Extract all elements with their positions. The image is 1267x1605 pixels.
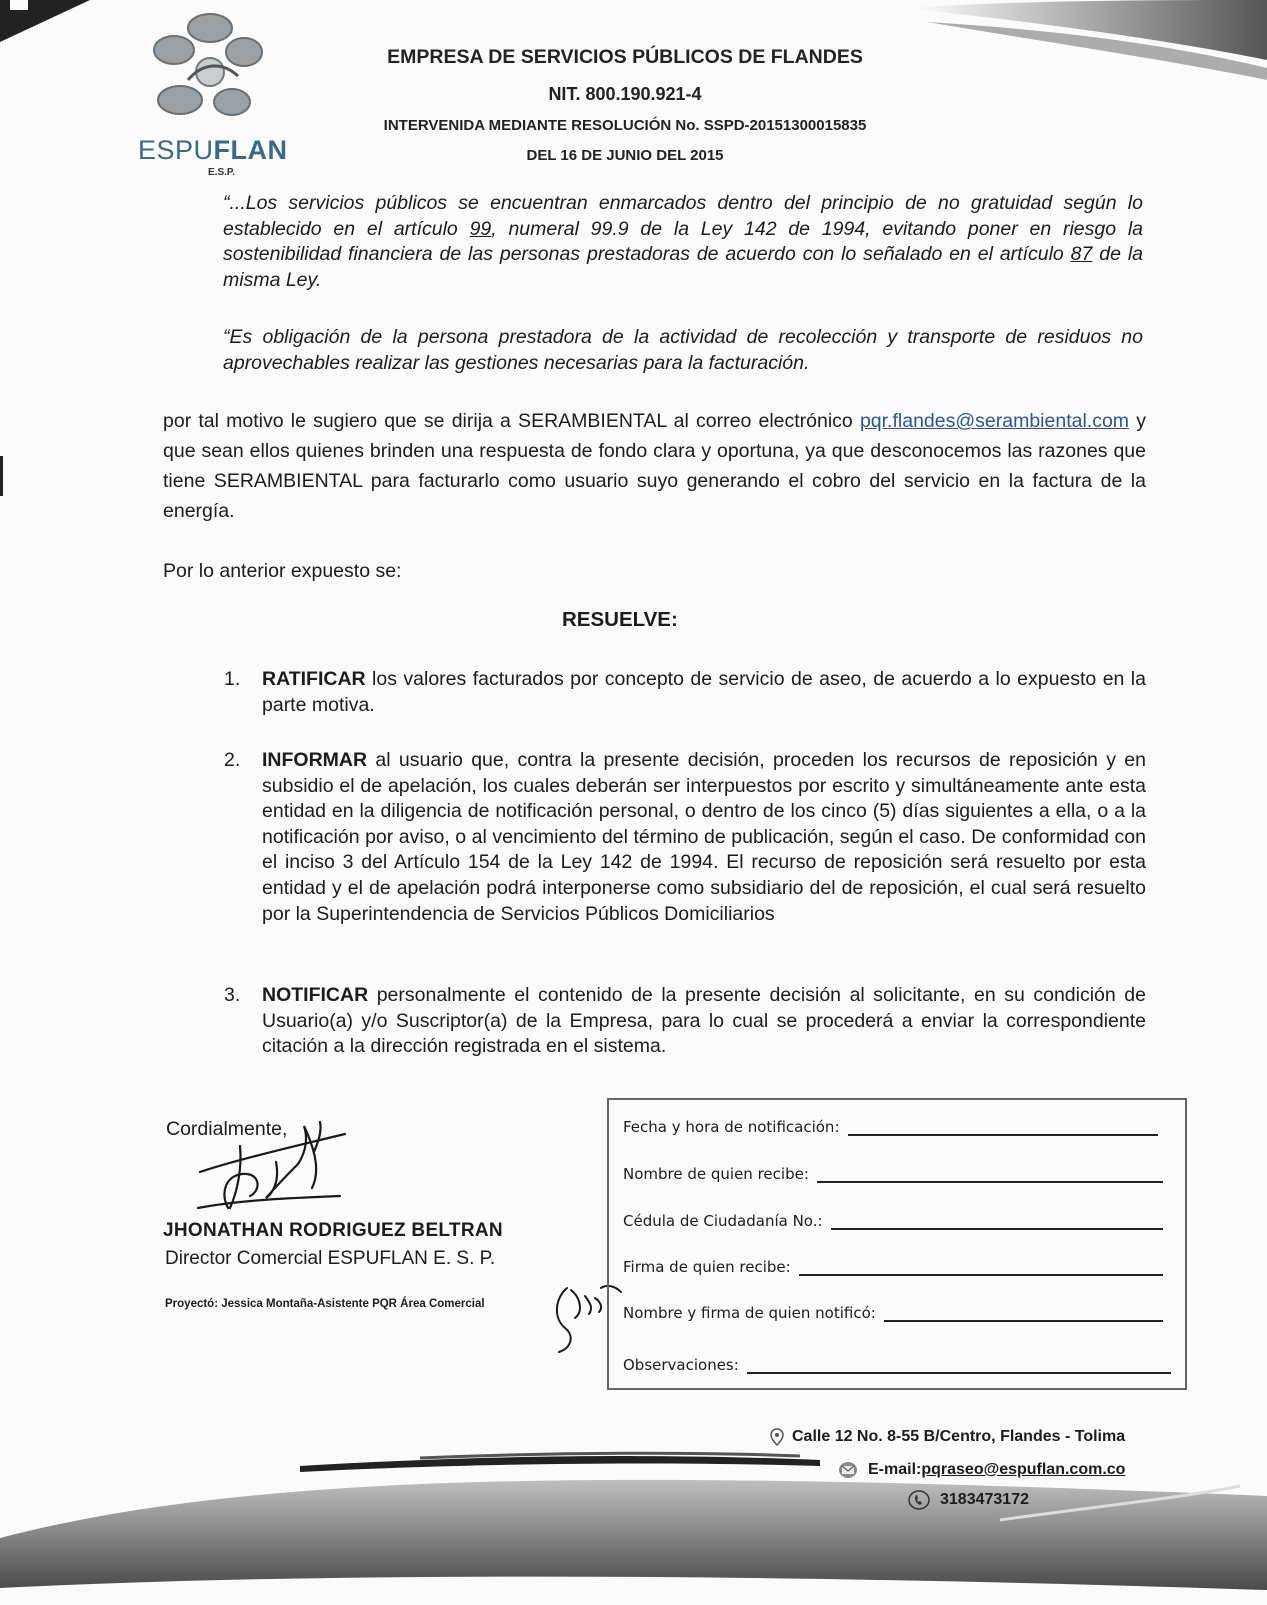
intervention-resolution: INTERVENIDA MEDIANTE RESOLUCIÓN No. SSPD-20151300015835	[383, 117, 867, 134]
header-swoosh-decoration	[907, 0, 1267, 80]
logo-esp: E.S.P.	[208, 167, 236, 178]
quote-paragraph-2: “Es obligación de la persona prestadora de la actividad de recolección y transporte de residuos no aprovechables realizar las gestiones necesarias para la facturación.	[223, 326, 1143, 374]
logo-wordmark: ESPUFLAN	[138, 135, 288, 165]
footer-swoosh-decoration	[0, 1428, 1267, 1605]
notification-form	[607, 1098, 1187, 1390]
body-paragraph-recommendation: por tal motivo le sugiero que se dirija a SERAMBIENTAL al correo electrónico pqr.flandes@serambiental.com y que sean ellos quienes brinden una respuesta de fondo clara y oportuna, ya que desconocemos las razones que tiene SERAMBIENTAL para facturarlo como usuario suyo generando el cobro del servicio en la factura de la energía.	[163, 410, 1146, 522]
envelope-icon	[838, 1461, 858, 1479]
handwritten-signature	[180, 1112, 350, 1222]
resolution-date: DEL 16 DE JUNIO DEL 2015	[526, 147, 724, 164]
logo-leaves-icon	[148, 10, 268, 130]
footer-email: E-mail: pqraseo@espuflan.com.co	[838, 1461, 1125, 1479]
prepared-by-note: Proyectó: Jessica Montaña-Asistente PQR Área Comercial	[165, 1298, 485, 1310]
footer-address: Calle 12 No. 8-55 B/Centro, Flandes - Tolima	[770, 1428, 1125, 1446]
scan-corner-mark	[0, 0, 90, 42]
quote-paragraph-1: “...Los servicios públicos se encuentran enmarcados dentro del principio de no gratuidad según lo establecido en el artículo 99, numeral 99.9 de la Ley 142 de 1994, evitando poner en riesgo la sostenibilidad financiera de las personas prestadoras de acuerdo con lo señalado en el artículo 87 de la misma Ley.	[223, 192, 1144, 291]
resuelve-heading: RESUELVE:	[562, 608, 678, 631]
notification-field: Cédula de Ciudadanía No.:	[623, 1208, 1163, 1230]
phone-icon	[908, 1490, 930, 1510]
fill-line	[884, 1306, 1163, 1322]
item-text: NOTIFICAR personalmente el contenido de la presente decisión al solicitante, en su condición de Usuario(a) y/o Suscriptor(a) de la Empresa, para lo cual se procederá a enviar la correspondiente citación a la dirección registrada en el sistema.	[262, 984, 1146, 1058]
fill-line	[817, 1167, 1163, 1183]
notification-field: Observaciones:	[623, 1352, 1171, 1374]
item-number: 2.	[224, 749, 241, 771]
company-nit: NIT. 800.190.921-4	[548, 84, 702, 104]
notification-field: Firma de quien recibe:	[623, 1254, 1163, 1276]
location-pin-icon	[770, 1428, 784, 1446]
item-number: 1.	[224, 668, 241, 690]
fill-line	[848, 1120, 1159, 1136]
signer-name: JHONATHAN RODRIGUEZ BELTRAN	[163, 1220, 503, 1241]
footer-phone: 3183473172	[908, 1490, 1029, 1510]
fill-line	[799, 1260, 1163, 1276]
notification-field: Fecha y hora de notificación:	[623, 1114, 1158, 1136]
notification-field: Nombre de quien recibe:	[623, 1161, 1163, 1183]
company-name: EMPRESA DE SERVICIOS PÚBLICOS DE FLANDES	[387, 46, 863, 68]
fill-line	[831, 1214, 1163, 1230]
body-paragraph-intro: Por lo anterior expuesto se:	[163, 560, 402, 582]
scan-edge-mark	[0, 456, 3, 496]
item-text: RATIFICAR los valores facturados por concepto de servicio de aseo, de acuerdo a lo expuesto en la parte motiva.	[262, 668, 1146, 716]
fill-line	[747, 1358, 1171, 1374]
email-link[interactable]: pqr.flandes@serambiental.com	[859, 410, 1130, 432]
espuflan-logo	[138, 10, 288, 178]
item-number: 3.	[224, 984, 241, 1006]
closing-salutation: Cordialmente,	[166, 1118, 288, 1140]
item-text: INFORMAR al usuario que, contra la presente decisión, proceden los recursos de reposición y en subsidio el de apelación, los cuales deberán ser interpuestos por escrito y simultáneamente ante esta entidad en la diligencia de notificación personal, o dentro de los cinco (5) días siguientes a ella, o a la notificación por aviso, o al vencimiento del término de publicación, según el caso. De conformidad con el inciso 3 del Artículo 154 de la Ley 142 de 1994. El recurso de reposición será resuelto por esta entidad y el de apelación podrá interponerse como subsidiario del de reposición, el cual será resuelto por la Superintendencia de Servicios Públicos Domiciliarios	[262, 749, 1146, 925]
footer-email-link[interactable]: pqraseo@espuflan.com.co	[921, 1461, 1126, 1478]
signer-role: Director Comercial ESPUFLAN E. S. P.	[165, 1248, 496, 1269]
notification-field: Nombre y firma de quien notificó:	[623, 1300, 1163, 1322]
